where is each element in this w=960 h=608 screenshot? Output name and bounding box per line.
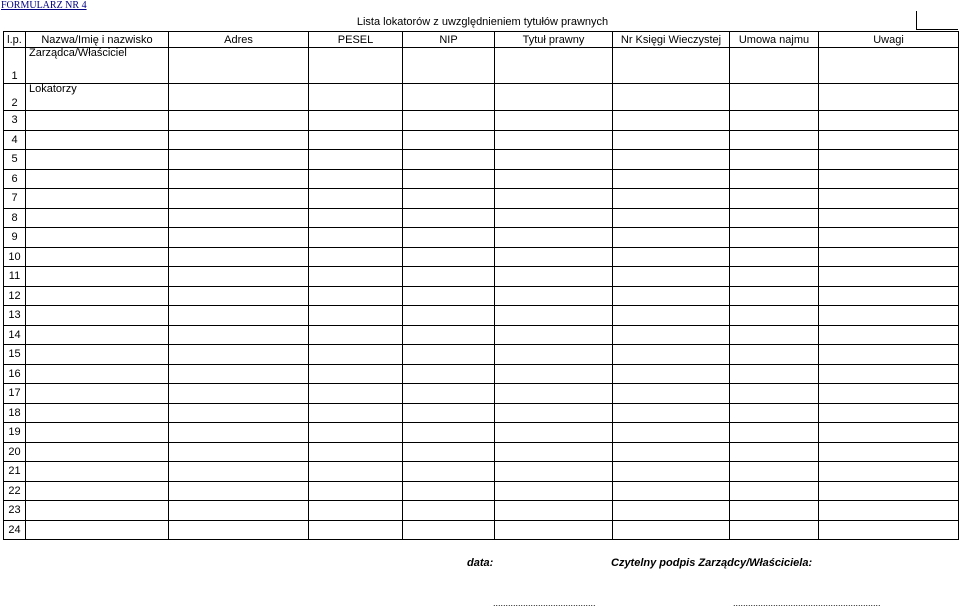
- cell-pesel[interactable]: [309, 364, 403, 384]
- row-number: 12: [4, 286, 26, 306]
- cell-name[interactable]: [26, 189, 169, 209]
- cell-legal-title[interactable]: [495, 364, 613, 384]
- cell-land-register[interactable]: [613, 150, 730, 170]
- sheet-title: [3, 14, 958, 30]
- title-corner-cell: [916, 11, 958, 30]
- cell-land-register[interactable]: [613, 481, 730, 501]
- cell-land-register[interactable]: [613, 84, 730, 111]
- cell-land-register[interactable]: [613, 189, 730, 209]
- cell-pesel[interactable]: [309, 501, 403, 521]
- cell-land-register[interactable]: [613, 48, 730, 84]
- cell-address[interactable]: [169, 150, 309, 170]
- cell-land-register[interactable]: [613, 130, 730, 150]
- cell-lease[interactable]: [730, 208, 819, 228]
- cell-land-register[interactable]: [613, 247, 730, 267]
- col-header-legal-title: Tytuł prawny: [495, 32, 613, 48]
- cell-lease[interactable]: [730, 48, 819, 84]
- table-row: [4, 325, 959, 345]
- cell-pesel[interactable]: [309, 84, 403, 111]
- cell-name[interactable]: [26, 208, 169, 228]
- cell-pesel[interactable]: [309, 442, 403, 462]
- cell-lease[interactable]: [730, 189, 819, 209]
- table-row: [4, 364, 959, 384]
- row-number: 18: [4, 403, 26, 423]
- cell-notes[interactable]: [819, 364, 959, 384]
- cell-address[interactable]: [169, 208, 309, 228]
- cell-notes[interactable]: [819, 384, 959, 404]
- cell-name[interactable]: [26, 423, 169, 443]
- cell-lease[interactable]: [730, 150, 819, 170]
- table-row: [4, 267, 959, 287]
- cell-lease[interactable]: [730, 481, 819, 501]
- cell-lease[interactable]: [730, 169, 819, 189]
- row-number: 19: [4, 423, 26, 443]
- cell-pesel[interactable]: [309, 247, 403, 267]
- table-row: [4, 442, 959, 462]
- cell-notes[interactable]: [819, 48, 959, 84]
- cell-pesel[interactable]: [309, 267, 403, 287]
- cell-nip[interactable]: [403, 111, 495, 131]
- cell-land-register[interactable]: [613, 403, 730, 423]
- cell-name[interactable]: [26, 169, 169, 189]
- cell-legal-title[interactable]: [495, 150, 613, 170]
- cell-legal-title[interactable]: [495, 325, 613, 345]
- cell-nip[interactable]: [403, 501, 495, 521]
- cell-lease[interactable]: [730, 442, 819, 462]
- cell-nip[interactable]: [403, 189, 495, 209]
- col-header-pesel: PESEL: [309, 32, 403, 48]
- cell-land-register[interactable]: [613, 228, 730, 248]
- cell-nip[interactable]: [403, 267, 495, 287]
- cell-nip[interactable]: [403, 228, 495, 248]
- cell-notes[interactable]: [819, 111, 959, 131]
- cell-address[interactable]: [169, 111, 309, 131]
- table-row: [4, 169, 959, 189]
- cell-pesel[interactable]: [309, 189, 403, 209]
- cell-legal-title[interactable]: [495, 306, 613, 326]
- cell-address[interactable]: [169, 267, 309, 287]
- cell-pesel[interactable]: [309, 130, 403, 150]
- cell-address[interactable]: [169, 442, 309, 462]
- cell-legal-title[interactable]: [495, 267, 613, 287]
- cell-name[interactable]: [26, 286, 169, 306]
- cell-address[interactable]: [169, 520, 309, 540]
- cell-legal-title[interactable]: [495, 423, 613, 443]
- signature-field-line[interactable]: ...........................................................: [733, 598, 881, 608]
- row-number: 3: [4, 111, 26, 131]
- cell-notes[interactable]: [819, 442, 959, 462]
- cell-nip[interactable]: [403, 48, 495, 84]
- cell-legal-title[interactable]: [495, 247, 613, 267]
- cell-lease[interactable]: [730, 325, 819, 345]
- cell-pesel[interactable]: [309, 169, 403, 189]
- table-row: [4, 481, 959, 501]
- cell-notes[interactable]: [819, 481, 959, 501]
- row-number: 6: [4, 169, 26, 189]
- cell-name[interactable]: [26, 345, 169, 365]
- cell-nip[interactable]: [403, 345, 495, 365]
- cell-name[interactable]: [26, 403, 169, 423]
- row-number: 8: [4, 208, 26, 228]
- row-number: 7: [4, 189, 26, 209]
- cell-notes[interactable]: [819, 423, 959, 443]
- cell-name[interactable]: [26, 481, 169, 501]
- cell-notes[interactable]: [819, 501, 959, 521]
- header-row: [4, 32, 959, 48]
- cell-notes[interactable]: [819, 286, 959, 306]
- cell-address[interactable]: [169, 169, 309, 189]
- row-number: 15: [4, 345, 26, 365]
- cell-notes[interactable]: [819, 150, 959, 170]
- cell-legal-title[interactable]: [495, 286, 613, 306]
- table-row: [4, 84, 959, 111]
- table-row: [4, 403, 959, 423]
- cell-notes[interactable]: [819, 208, 959, 228]
- cell-legal-title[interactable]: [495, 520, 613, 540]
- cell-legal-title[interactable]: [495, 208, 613, 228]
- table-row: [4, 111, 959, 131]
- cell-legal-title[interactable]: [495, 169, 613, 189]
- cell-lease[interactable]: [730, 384, 819, 404]
- cell-legal-title[interactable]: [495, 403, 613, 423]
- cell-name[interactable]: [26, 267, 169, 287]
- table-row: [4, 423, 959, 443]
- cell-pesel[interactable]: [309, 345, 403, 365]
- form-number-link[interactable]: FORMULARZ NR 4: [1, 0, 87, 11]
- row-number: 20: [4, 442, 26, 462]
- cell-pesel[interactable]: [309, 403, 403, 423]
- cell-name[interactable]: [26, 520, 169, 540]
- table-row: [4, 150, 959, 170]
- cell-lease[interactable]: [730, 462, 819, 482]
- cell-land-register[interactable]: [613, 364, 730, 384]
- cell-lease[interactable]: [730, 111, 819, 131]
- cell-address[interactable]: [169, 286, 309, 306]
- cell-name[interactable]: [26, 228, 169, 248]
- cell-name[interactable]: [26, 384, 169, 404]
- cell-lease[interactable]: [730, 84, 819, 111]
- section-label-tenants: Lokatorzy: [29, 83, 77, 95]
- cell-legal-title[interactable]: [495, 84, 613, 111]
- cell-lease[interactable]: [730, 345, 819, 365]
- cell-nip[interactable]: [403, 169, 495, 189]
- row-number: 11: [4, 267, 26, 287]
- cell-legal-title[interactable]: [495, 481, 613, 501]
- cell-name[interactable]: [26, 247, 169, 267]
- cell-nip[interactable]: [403, 423, 495, 443]
- row-number: 17: [4, 384, 26, 404]
- cell-pesel[interactable]: [309, 228, 403, 248]
- cell-name[interactable]: [26, 325, 169, 345]
- cell-land-register[interactable]: [613, 169, 730, 189]
- tenant-table: [3, 31, 959, 540]
- cell-address[interactable]: [169, 481, 309, 501]
- cell-legal-title[interactable]: [495, 345, 613, 365]
- col-header-name: Nazwa/Imię i nazwisko: [26, 32, 169, 48]
- cell-address[interactable]: [169, 325, 309, 345]
- cell-nip[interactable]: [403, 247, 495, 267]
- cell-nip[interactable]: [403, 442, 495, 462]
- cell-lease[interactable]: [730, 267, 819, 287]
- cell-legal-title[interactable]: [495, 228, 613, 248]
- cell-address[interactable]: [169, 384, 309, 404]
- cell-nip[interactable]: [403, 462, 495, 482]
- cell-notes[interactable]: [819, 306, 959, 326]
- cell-land-register[interactable]: [613, 345, 730, 365]
- table-row: [4, 286, 959, 306]
- cell-notes[interactable]: [819, 403, 959, 423]
- sheet-title-text: Lista lokatorów z uwzględnieniem tytułów prawnych: [356, 16, 609, 28]
- cell-legal-title[interactable]: [495, 189, 613, 209]
- cell-address[interactable]: [169, 228, 309, 248]
- signature-label: Czytelny podpis Zarządcy/Właściciela:: [611, 557, 813, 569]
- row-number: 23: [4, 501, 26, 521]
- cell-address[interactable]: [169, 130, 309, 150]
- row-number: 24: [4, 520, 26, 540]
- row-number: 13: [4, 306, 26, 326]
- cell-address[interactable]: [169, 462, 309, 482]
- cell-land-register[interactable]: [613, 442, 730, 462]
- cell-address[interactable]: [169, 189, 309, 209]
- cell-address[interactable]: [169, 364, 309, 384]
- cell-nip[interactable]: [403, 286, 495, 306]
- cell-land-register[interactable]: [613, 325, 730, 345]
- cell-notes[interactable]: [819, 267, 959, 287]
- date-field-line[interactable]: .........................................: [493, 598, 596, 608]
- cell-name[interactable]: [26, 130, 169, 150]
- table-row: [4, 306, 959, 326]
- cell-nip[interactable]: [403, 130, 495, 150]
- section-label-owner: Zarządca/Właściciel: [29, 47, 127, 59]
- cell-pesel[interactable]: [309, 462, 403, 482]
- cell-pesel[interactable]: [309, 325, 403, 345]
- cell-legal-title[interactable]: [495, 48, 613, 84]
- table-row: [4, 189, 959, 209]
- cell-notes[interactable]: [819, 169, 959, 189]
- cell-lease[interactable]: [730, 306, 819, 326]
- cell-pesel[interactable]: [309, 481, 403, 501]
- cell-legal-title[interactable]: [495, 501, 613, 521]
- cell-land-register[interactable]: [613, 286, 730, 306]
- cell-address[interactable]: [169, 48, 309, 84]
- cell-name[interactable]: [26, 306, 169, 326]
- cell-lease[interactable]: [730, 403, 819, 423]
- row-number: 14: [4, 325, 26, 345]
- col-header-nip: NIP: [403, 32, 495, 48]
- cell-address[interactable]: [169, 501, 309, 521]
- table-row: [4, 228, 959, 248]
- cell-legal-title[interactable]: [495, 111, 613, 131]
- table-row: [4, 345, 959, 365]
- cell-lease[interactable]: [730, 501, 819, 521]
- cell-nip[interactable]: [403, 403, 495, 423]
- cell-nip[interactable]: [403, 384, 495, 404]
- cell-nip[interactable]: [403, 306, 495, 326]
- cell-pesel[interactable]: [309, 286, 403, 306]
- col-header-lp: l.p.: [4, 32, 26, 48]
- cell-name[interactable]: [26, 501, 169, 521]
- cell-legal-title[interactable]: [495, 130, 613, 150]
- cell-lease[interactable]: [730, 228, 819, 248]
- col-header-land-register: Nr Księgi Wieczystej: [613, 32, 730, 48]
- cell-land-register[interactable]: [613, 111, 730, 131]
- table-row: [4, 501, 959, 521]
- cell-address[interactable]: [169, 423, 309, 443]
- cell-land-register[interactable]: [613, 501, 730, 521]
- cell-lease[interactable]: [730, 520, 819, 540]
- cell-nip[interactable]: [403, 84, 495, 111]
- cell-notes[interactable]: [819, 325, 959, 345]
- cell-legal-title[interactable]: [495, 384, 613, 404]
- row-number: 9: [4, 228, 26, 248]
- table-row: [4, 208, 959, 228]
- cell-address[interactable]: [169, 84, 309, 111]
- cell-name[interactable]: [26, 462, 169, 482]
- cell-pesel[interactable]: [309, 150, 403, 170]
- cell-land-register[interactable]: [613, 520, 730, 540]
- cell-land-register[interactable]: [613, 423, 730, 443]
- row-number: 22: [4, 481, 26, 501]
- cell-nip[interactable]: [403, 208, 495, 228]
- cell-notes[interactable]: [819, 345, 959, 365]
- row-number: 5: [4, 150, 26, 170]
- cell-pesel[interactable]: [309, 111, 403, 131]
- cell-notes[interactable]: [819, 189, 959, 209]
- row-number: 4: [4, 130, 26, 150]
- cell-nip[interactable]: [403, 150, 495, 170]
- row-number: 10: [4, 247, 26, 267]
- cell-name[interactable]: [26, 150, 169, 170]
- row-number: 21: [4, 462, 26, 482]
- cell-lease[interactable]: [730, 247, 819, 267]
- cell-pesel[interactable]: [309, 306, 403, 326]
- cell-name[interactable]: [26, 84, 169, 111]
- cell-lease[interactable]: [730, 286, 819, 306]
- cell-notes[interactable]: [819, 247, 959, 267]
- cell-notes[interactable]: [819, 462, 959, 482]
- cell-land-register[interactable]: [613, 306, 730, 326]
- cell-address[interactable]: [169, 306, 309, 326]
- cell-legal-title[interactable]: [495, 462, 613, 482]
- cell-pesel[interactable]: [309, 48, 403, 84]
- table-row: [4, 247, 959, 267]
- cell-address[interactable]: [169, 247, 309, 267]
- cell-lease[interactable]: [730, 130, 819, 150]
- cell-land-register[interactable]: [613, 462, 730, 482]
- cell-land-register[interactable]: [613, 208, 730, 228]
- cell-address[interactable]: [169, 403, 309, 423]
- cell-pesel[interactable]: [309, 208, 403, 228]
- cell-lease[interactable]: [730, 423, 819, 443]
- cell-nip[interactable]: [403, 520, 495, 540]
- cell-pesel[interactable]: [309, 384, 403, 404]
- col-header-notes: Uwagi: [819, 32, 959, 48]
- cell-name[interactable]: [26, 364, 169, 384]
- cell-pesel[interactable]: [309, 520, 403, 540]
- cell-name[interactable]: [26, 48, 169, 84]
- cell-address[interactable]: [169, 345, 309, 365]
- cell-nip[interactable]: [403, 481, 495, 501]
- row-number: 1: [4, 48, 26, 84]
- table-row: [4, 130, 959, 150]
- cell-legal-title[interactable]: [495, 442, 613, 462]
- cell-name[interactable]: [26, 442, 169, 462]
- table-row: [4, 48, 959, 84]
- cell-land-register[interactable]: [613, 384, 730, 404]
- cell-land-register[interactable]: [613, 267, 730, 287]
- cell-notes[interactable]: [819, 520, 959, 540]
- row-number: 16: [4, 364, 26, 384]
- table-row: [4, 462, 959, 482]
- col-header-address: Adres: [169, 32, 309, 48]
- cell-nip[interactable]: [403, 325, 495, 345]
- cell-pesel[interactable]: [309, 423, 403, 443]
- cell-lease[interactable]: [730, 364, 819, 384]
- cell-notes[interactable]: [819, 84, 959, 111]
- col-header-lease: Umowa najmu: [730, 32, 819, 48]
- table-row: [4, 520, 959, 540]
- cell-nip[interactable]: [403, 364, 495, 384]
- table-row: [4, 384, 959, 404]
- cell-notes[interactable]: [819, 130, 959, 150]
- cell-notes[interactable]: [819, 228, 959, 248]
- cell-name[interactable]: [26, 111, 169, 131]
- row-number: 2: [4, 84, 26, 111]
- date-label: data:: [467, 557, 494, 569]
